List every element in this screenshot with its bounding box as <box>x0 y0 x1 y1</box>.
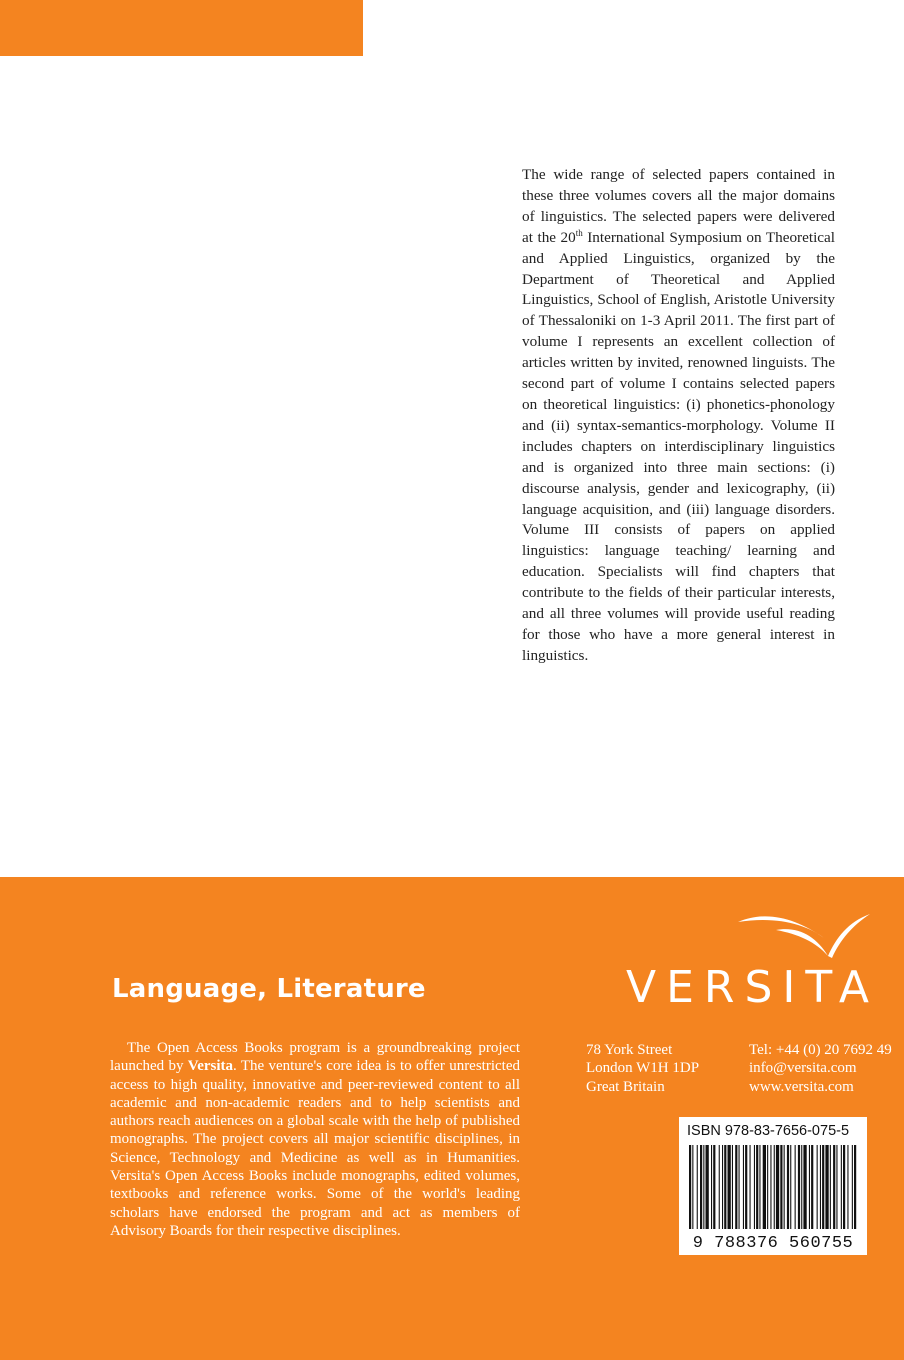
barcode-bar <box>820 1145 821 1241</box>
barcode-bar <box>847 1145 848 1241</box>
isbn-label: ISBN 978-83-7656-075-5 <box>687 1123 850 1139</box>
program-description <box>110 1039 520 1240</box>
barcode-bar <box>759 1145 760 1241</box>
contact-phone: Tel: +44 (0) 20 7692 49 <box>749 1042 892 1058</box>
isbn-barcode-box <box>679 1117 867 1255</box>
barcode-bar <box>735 1145 737 1241</box>
barcode-bar <box>689 1145 691 1241</box>
barcode <box>687 1145 859 1253</box>
barcode-bar <box>713 1145 715 1241</box>
back-cover-blurb <box>522 165 835 667</box>
versita-logo <box>626 908 879 1018</box>
barcode-digits: 9 788376 560755 <box>692 1234 854 1253</box>
barcode-bar <box>739 1145 740 1241</box>
barcode-bar <box>836 1145 837 1241</box>
barcode-bar <box>852 1145 853 1241</box>
barcode-bar <box>724 1145 726 1241</box>
barcode-bar <box>697 1145 698 1241</box>
program-text-end: . The venture's core idea is to offer unrestricted access to high quality, innovative and peer-reviewed content to all academic and non-academic readers and to help scientists and authors reach audiences on a global scale with the help of published monographs. The project covers all major scientific disciplines, in Science, Technology and Medicine as well as in Humanities. Versita's Open Access Books include monographs, edited volumes, textbooks and reference works. Some of the world's leading scholars have endorsed the program and act as members of Advisory Boards for their respective disciplines. <box>110 1058 520 1239</box>
top-accent-bar <box>0 0 363 56</box>
barcode-bar <box>711 1145 712 1241</box>
barcode-bar <box>780 1145 782 1241</box>
barcode-bar <box>784 1145 785 1241</box>
barcode-bar <box>703 1145 704 1241</box>
barcode-bar <box>841 1145 842 1241</box>
barcode-bar <box>825 1145 828 1241</box>
publisher-contact <box>749 1041 904 1096</box>
barcode-bar <box>854 1145 856 1241</box>
barcode-bar <box>728 1145 731 1241</box>
barcode-bar <box>706 1145 709 1241</box>
blurb-text-part-1: The wide range of selected papers contained in these three volumes covers all the major domains of linguistics. The selected papers were delivered at the 20 <box>522 166 835 246</box>
barcode-bar <box>843 1145 845 1241</box>
barcode-bar <box>719 1145 720 1241</box>
barcode-bar <box>756 1145 758 1241</box>
address-line: 78 York Street <box>586 1042 673 1058</box>
address-line: London W1H 1DP <box>586 1060 700 1077</box>
barcode-bar <box>798 1145 800 1241</box>
contact-email: info@versita.com <box>749 1060 857 1077</box>
barcode-bar <box>811 1145 813 1241</box>
barcode-bar <box>776 1145 779 1241</box>
barcode-bar <box>787 1145 789 1241</box>
barcode-bar <box>732 1145 733 1241</box>
barcode-bar <box>795 1145 796 1241</box>
blurb-superscript: th <box>575 227 583 238</box>
barcode-bar <box>822 1145 824 1241</box>
barcode-bar <box>790 1145 791 1241</box>
barcode-bar <box>722 1145 723 1241</box>
address-line: Great Britain <box>586 1078 665 1095</box>
barcode-bar <box>770 1145 771 1241</box>
barcode-bar <box>830 1145 831 1241</box>
barcode-bar <box>745 1145 747 1241</box>
barcode-bar <box>817 1145 818 1241</box>
barcode-bar <box>767 1145 768 1241</box>
contact-website: www.versita.com <box>749 1078 854 1095</box>
barcode-bar <box>754 1145 755 1241</box>
barcode-bar <box>743 1145 744 1241</box>
barcode-bar <box>803 1145 806 1241</box>
barcode-bar <box>692 1145 693 1241</box>
blurb-text-part-2: International Symposium on Theoretical and Applied Linguistics, organized by the Department of Theoretical and Applied Linguistics, School of English, Aristotle University of Thessaloniki on 1-3 April 2011. The first part of volume I represents an excellent collection of articles written by invited, renowned linguists. The second part of volume I contains selected papers on theoretical linguistics: (i) phonetics-phonology and (ii) syntax-semantics-morphology. Volume II includes chapters on interdisciplinary linguistics and is organized into three main sections: (i) discourse analysis, gender and lexicography, (ii) language acquisition, and (iii) language disorders. Volume III consists of papers on applied linguistics: language teaching/ learning and education. Specialists will find chapters that contribute to the fields of their particular interests, and all three volumes will provide useful reading for those who have a more general interest in linguistics. <box>522 228 835 664</box>
barcode-bar <box>763 1145 766 1241</box>
logo-wordmark: VERSITA <box>626 962 879 1013</box>
barcode-bar <box>801 1145 802 1241</box>
barcode-bar <box>809 1145 810 1241</box>
barcode-bar <box>833 1145 835 1241</box>
barcode-bar <box>700 1145 702 1241</box>
program-brand-name: Versita <box>187 1058 234 1075</box>
program-text-start: The Open Access Books program is a groundbreaking project launched by <box>110 1040 520 1075</box>
barcode-bar <box>774 1145 775 1241</box>
publisher-address <box>586 1041 699 1096</box>
category-title: Language, Literature <box>112 974 426 1004</box>
birds-logo-icon <box>736 908 876 968</box>
barcode-bar <box>750 1145 751 1241</box>
